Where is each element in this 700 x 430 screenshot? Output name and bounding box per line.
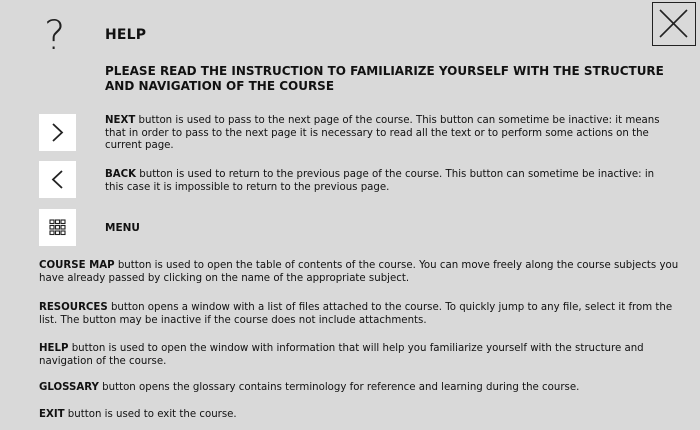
back-label: BACK xyxy=(105,169,137,180)
help-icon: ? xyxy=(44,13,66,59)
course-map-description xyxy=(39,260,679,285)
next-text: button is used to pass to the next page of the course. This button can sometime be inactive: it means that in order to pass to the next page it is necessary to read all the text or to perform some actions on the current page. xyxy=(105,115,660,151)
menu-label: MENU xyxy=(105,222,140,234)
help-text: button is used to open the window with information that will help you familiarize yourself with the structure and navigation of the course. xyxy=(39,343,644,367)
back-description xyxy=(105,169,665,194)
resources-label: RESOURCES xyxy=(39,302,108,313)
next-label: NEXT xyxy=(105,115,136,126)
chevron-right-icon xyxy=(39,114,76,151)
menu-button[interactable] xyxy=(39,209,76,246)
glossary-label: GLOSSARY xyxy=(39,382,99,393)
back-text: button is used to return to the previous page of the course. This button can sometime be inactive: in this case it is impossible to return to the previous page. xyxy=(105,169,655,193)
exit-description xyxy=(39,409,679,422)
exit-text: button is used to exit the course. xyxy=(64,409,237,420)
close-button[interactable] xyxy=(652,2,696,46)
back-button[interactable] xyxy=(39,161,76,198)
grid-menu-icon xyxy=(39,209,76,246)
glossary-description xyxy=(39,382,679,395)
resources-description xyxy=(39,302,679,327)
next-description xyxy=(105,115,665,153)
next-button[interactable] xyxy=(39,114,76,151)
help-description xyxy=(39,343,679,368)
resources-text: button opens a window with a list of files attached to the course. To quickly jump to any file, select it from the list. The button may be inactive if the course does not include attachments. xyxy=(39,302,673,326)
help-label: HELP xyxy=(39,343,69,354)
close-icon xyxy=(653,3,694,44)
page-title: HELP xyxy=(105,27,147,43)
chevron-left-icon xyxy=(39,161,76,198)
course-map-label: COURSE MAP xyxy=(39,260,115,271)
course-map-text: button is used to open the table of contents of the course. You can move freely along the course subjects you have already passed by clicking on the name of the appropriate subject. xyxy=(39,260,679,284)
exit-label: EXIT xyxy=(39,409,65,420)
page-subtitle: PLEASE READ THE INSTRUCTION TO FAMILIARIZE YOURSELF WITH THE STRUCTURE AND NAVIGATION OF THE COURSE xyxy=(105,64,664,93)
glossary-text: button opens the glossary contains terminology for reference and learning during the course. xyxy=(98,382,580,393)
